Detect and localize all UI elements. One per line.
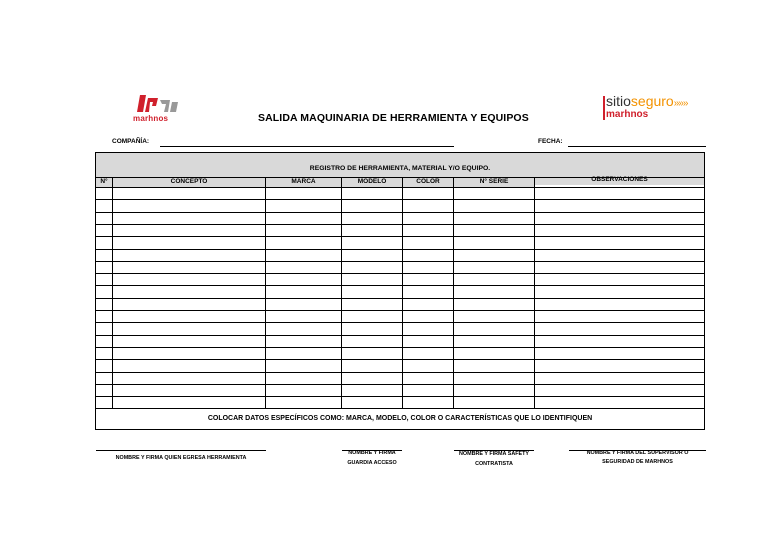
table-cell[interactable] (113, 225, 265, 236)
table-cell[interactable] (454, 348, 534, 359)
table-cell[interactable] (266, 311, 341, 322)
table-cell[interactable] (266, 323, 341, 334)
table-cell[interactable] (113, 200, 265, 211)
table-cell[interactable] (342, 262, 402, 273)
table-cell[interactable] (403, 299, 453, 310)
table-cell[interactable] (342, 360, 402, 371)
table-cell[interactable] (535, 188, 705, 199)
table-cell[interactable] (454, 200, 534, 211)
table-cell[interactable] (266, 237, 341, 248)
table-cell[interactable] (403, 262, 453, 273)
table-cell[interactable] (454, 336, 534, 347)
signature-label-safety-2: CONTRATISTA (475, 461, 513, 467)
table-cell[interactable] (403, 274, 453, 285)
table-cell[interactable] (342, 237, 402, 248)
table-cell[interactable] (266, 213, 341, 224)
table-cell[interactable] (266, 286, 341, 297)
table-cell[interactable] (342, 348, 402, 359)
table-cell[interactable] (97, 360, 112, 371)
table-cell[interactable] (342, 336, 402, 347)
column-header-marca: MARCA (266, 177, 341, 187)
table-cell[interactable] (113, 311, 265, 322)
logo-arrows-icon: »»» (673, 98, 688, 109)
table-cell[interactable] (535, 250, 705, 261)
table-cell[interactable] (535, 385, 705, 396)
table-row-border (96, 408, 705, 409)
table-cell[interactable] (454, 311, 534, 322)
signature-label-guardia-1: NOMBRE Y FIRMA (348, 450, 396, 456)
table-cell[interactable] (535, 336, 705, 347)
table-cell[interactable] (97, 397, 112, 408)
right-logo-subtext: marhnos (606, 109, 649, 120)
table-cell[interactable] (113, 385, 265, 396)
table-footer-note: COLOCAR DATOS ESPECÍFICOS COMO: MARCA, MODELO, COLOR O CARACTERÍSTICAS QUE LO IDENTIFIQUEN (207, 415, 593, 422)
table-cell[interactable] (403, 373, 453, 384)
table-cell[interactable] (97, 373, 112, 384)
table-cell[interactable] (403, 311, 453, 322)
table-cell[interactable] (454, 225, 534, 236)
table-cell[interactable] (403, 397, 453, 408)
table-cell[interactable] (113, 323, 265, 334)
table-cell[interactable] (113, 262, 265, 273)
table-cell[interactable] (97, 336, 112, 347)
table-cell[interactable] (342, 250, 402, 261)
table-header-top-border (96, 177, 705, 178)
table-cell[interactable] (97, 274, 112, 285)
table-cell[interactable] (113, 250, 265, 261)
table-cell[interactable] (266, 225, 341, 236)
table-cell[interactable] (454, 385, 534, 396)
table-cell[interactable] (266, 360, 341, 371)
table-cell[interactable] (454, 188, 534, 199)
table-cell[interactable] (266, 373, 341, 384)
table-cell[interactable] (535, 213, 705, 224)
table-cell[interactable] (97, 311, 112, 322)
table-cell[interactable] (97, 225, 112, 236)
table-cell[interactable] (113, 373, 265, 384)
table-cell[interactable] (342, 225, 402, 236)
table-cell[interactable] (535, 225, 705, 236)
column-header-concepto: CONCEPTO (113, 177, 265, 187)
table-cell[interactable] (454, 262, 534, 273)
table-cell[interactable] (454, 397, 534, 408)
table-cell[interactable] (454, 323, 534, 334)
table-cell[interactable] (266, 397, 341, 408)
table-cell[interactable] (113, 348, 265, 359)
table-cell[interactable] (342, 274, 402, 285)
table-cell[interactable] (97, 213, 112, 224)
table-cell[interactable] (113, 237, 265, 248)
table-cell[interactable] (97, 237, 112, 248)
signature-label-egresa: NOMBRE Y FIRMA QUIEN EGRESA HERRAMIENTA (115, 455, 247, 461)
table-cell[interactable] (97, 200, 112, 211)
signature-label-supervisor-1: NOMBRE Y FIRMA DEL SUPERVISOR O (586, 450, 689, 456)
table-cell[interactable] (266, 262, 341, 273)
table-cell[interactable] (535, 323, 705, 334)
table-cell[interactable] (266, 188, 341, 199)
table-cell[interactable] (535, 237, 705, 248)
company-label: COMPAÑÍA: (112, 138, 150, 145)
table-cell[interactable] (113, 360, 265, 371)
table-cell[interactable] (113, 274, 265, 285)
table-cell[interactable] (454, 286, 534, 297)
table-cell[interactable] (403, 336, 453, 347)
table-cell[interactable] (342, 385, 402, 396)
document-title: SALIDA MAQUINARIA DE HERRAMIENTA Y EQUIPOS (258, 112, 529, 124)
table-cell[interactable] (266, 348, 341, 359)
table-cell[interactable] (535, 373, 705, 384)
table-cell[interactable] (113, 299, 265, 310)
table-cell[interactable] (342, 200, 402, 211)
table-cell[interactable] (342, 311, 402, 322)
date-label: FECHA: (538, 138, 563, 145)
table-cell[interactable] (403, 237, 453, 248)
table-cell[interactable] (266, 250, 341, 261)
table-cell[interactable] (535, 262, 705, 273)
table-cell[interactable] (342, 286, 402, 297)
table-cell[interactable] (97, 323, 112, 334)
signature-line-egresa[interactable] (96, 450, 266, 451)
table-cell[interactable] (454, 213, 534, 224)
table-cell[interactable] (113, 286, 265, 297)
logo-word-sitio: sitio (606, 93, 631, 109)
table-cell[interactable] (97, 188, 112, 199)
table-cell[interactable] (535, 286, 705, 297)
column-header-serie: N° SERIE (454, 177, 534, 187)
table-cell[interactable] (97, 262, 112, 273)
table-cell[interactable] (266, 385, 341, 396)
table-cell[interactable] (403, 225, 453, 236)
table-cell[interactable] (454, 274, 534, 285)
table-cell[interactable] (113, 397, 265, 408)
table-cell[interactable] (342, 397, 402, 408)
column-header-observaciones: OBSERVACIONES (535, 175, 704, 185)
table-title: REGISTRO DE HERRAMIENTA, MATERIAL Y/O EQUIPO. (309, 165, 491, 172)
table-cell[interactable] (535, 274, 705, 285)
date-field[interactable] (568, 146, 706, 147)
table-cell[interactable] (403, 385, 453, 396)
table-cell[interactable] (403, 250, 453, 261)
table-cell[interactable] (535, 311, 705, 322)
table-cell[interactable] (266, 336, 341, 347)
left-logo-text: marhnos (133, 114, 169, 123)
table-cell[interactable] (454, 373, 534, 384)
table-cell[interactable] (266, 299, 341, 310)
table-cell[interactable] (454, 299, 534, 310)
company-field[interactable] (160, 146, 454, 147)
table-cell[interactable] (535, 299, 705, 310)
table-cell[interactable] (113, 213, 265, 224)
table-cell[interactable] (535, 397, 705, 408)
table-cell[interactable] (403, 200, 453, 211)
table-cell[interactable] (454, 250, 534, 261)
logo-word-seguro: seguro (630, 93, 674, 109)
table-cell[interactable] (535, 348, 705, 359)
table-cell[interactable] (97, 385, 112, 396)
table-cell[interactable] (342, 188, 402, 199)
table-cell[interactable] (403, 323, 453, 334)
table-cell[interactable] (535, 360, 705, 371)
table-cell[interactable] (266, 200, 341, 211)
table-cell[interactable] (97, 299, 112, 310)
table-cell[interactable] (113, 336, 265, 347)
table-cell[interactable] (535, 200, 705, 211)
table-cell[interactable] (454, 360, 534, 371)
table-cell[interactable] (97, 348, 112, 359)
table-cell[interactable] (342, 299, 402, 310)
table-cell[interactable] (342, 373, 402, 384)
table-cell[interactable] (97, 250, 112, 261)
table-cell[interactable] (403, 360, 453, 371)
table-cell[interactable] (403, 188, 453, 199)
table-cell[interactable] (403, 286, 453, 297)
table-cell[interactable] (403, 213, 453, 224)
right-logo-bar (603, 96, 605, 120)
table-cell[interactable] (454, 237, 534, 248)
signature-label-safety-1: NOMBRE Y FIRMA SAFETY (459, 451, 529, 457)
table-cell[interactable] (403, 348, 453, 359)
table-cell[interactable] (97, 286, 112, 297)
table-cell[interactable] (266, 274, 341, 285)
column-header-color: COLOR (403, 177, 453, 187)
column-header-number: N° (96, 177, 112, 187)
table-cell[interactable] (113, 188, 265, 199)
table-cell[interactable] (342, 213, 402, 224)
signature-label-supervisor-2: SEGURIDAD DE MARHNOS (602, 459, 673, 465)
column-header-modelo: MODELO (342, 177, 402, 187)
signature-label-guardia-2: GUARDIA ACCESO (347, 460, 397, 466)
table-cell[interactable] (342, 323, 402, 334)
